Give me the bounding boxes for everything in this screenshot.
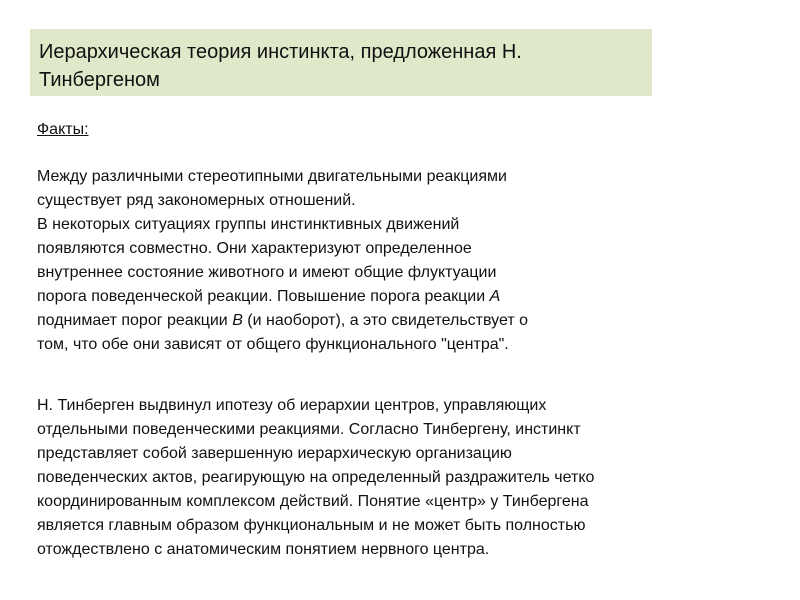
title-box xyxy=(30,29,652,96)
hypothesis-line-4: поведенческих актов, реагирующую на определенный раздражитель четко xyxy=(37,469,595,486)
facts-label: Факты: xyxy=(37,121,89,138)
reaction-a-label: А xyxy=(489,288,501,305)
facts-line-6-text: порога поведенческой реакции. Повышение порога реакции xyxy=(37,288,490,305)
facts-line-7-text-start: поднимает порог реакции xyxy=(37,312,233,329)
hypothesis-line-5: координированным комплексом действий. Понятие «центр» у Тинбергена xyxy=(37,493,589,510)
facts-paragraph xyxy=(37,165,528,357)
hypothesis-line-3: представляет собой завершенную иерархическую организацию xyxy=(37,445,512,462)
facts-line-8: том, что обе они зависят от общего функционального "центра". xyxy=(37,336,509,353)
hypothesis-paragraph xyxy=(37,394,594,562)
hypothesis-line-2: отдельными поведенческими реакциями. Согласно Тинбергену, инстинкт xyxy=(37,421,581,438)
facts-line-2: существует ряд закономерных отношений. xyxy=(37,192,356,209)
facts-line-1: Между различными стереотипными двигательными реакциями xyxy=(37,168,507,185)
hypothesis-line-1: Н. Тинберген выдвинул ипотезу об иерархии центров, управляющих xyxy=(37,397,547,414)
facts-line-4: появляются совместно. Они характеризуют определенное xyxy=(37,240,472,257)
slide-title-line-2: Тинбергеном xyxy=(39,69,160,91)
slide-title xyxy=(39,38,644,94)
facts-line-7-text-end: (и наоборот), а это свидетельствует о xyxy=(242,312,529,329)
facts-line-5: внутреннее состояние животного и имеют общие флуктуации xyxy=(37,264,497,281)
reaction-b-label: В xyxy=(232,312,243,329)
hypothesis-line-7: отождествлено с анатомическим понятием нервного центра. xyxy=(37,541,490,558)
facts-line-6 xyxy=(37,285,528,309)
hypothesis-line-6: является главным образом функциональным и не может быть полностью xyxy=(37,517,586,534)
slide-title-line-1: Иерархическая теория инстинкта, предложенная Н. xyxy=(39,41,522,63)
facts-line-3: В некоторых ситуациях группы инстинктивных движений xyxy=(37,216,460,233)
facts-line-7 xyxy=(37,309,528,333)
